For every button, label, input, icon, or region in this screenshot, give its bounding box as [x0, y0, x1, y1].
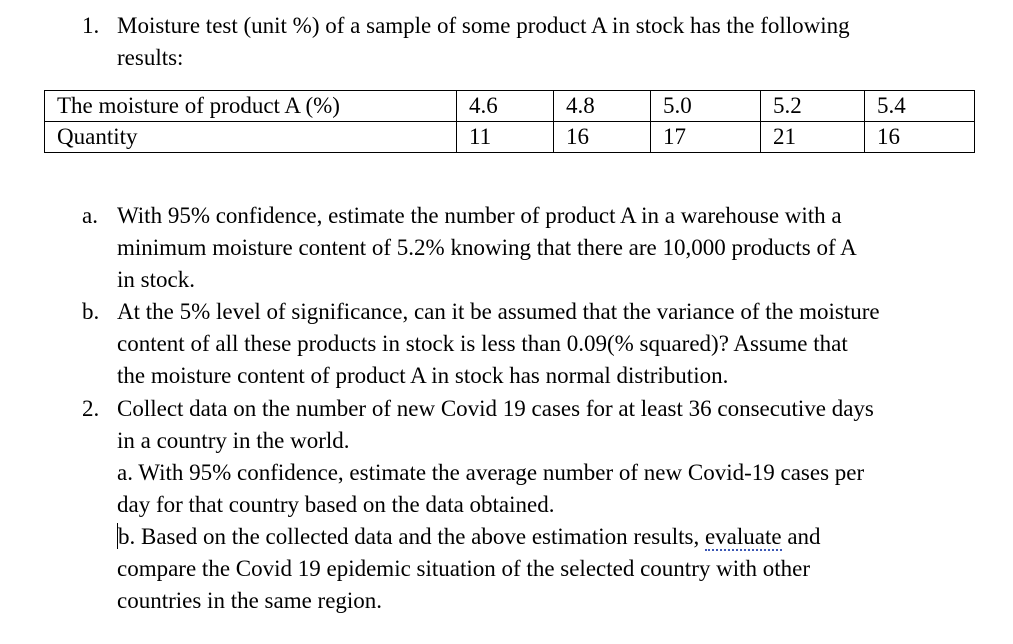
spellcheck-underlined-word[interactable]: evaluate	[704, 524, 782, 549]
question-2-line-2: in a country in the world.	[117, 428, 350, 453]
table-cell: 4.8	[554, 91, 651, 122]
question-1a-line-1: With 95% confidence, estimate the number of product A in a warehouse with a	[117, 203, 842, 228]
question-2-number: 2.	[82, 396, 100, 421]
question-2b-line-2: compare the Covid 19 epidemic situation of the selected country with other	[117, 556, 810, 581]
question-1b-letter: b.	[82, 299, 100, 324]
table-cell: 4.6	[457, 91, 554, 122]
table-cell: 16	[865, 122, 975, 153]
question-2b-line-3: countries in the same region.	[117, 588, 383, 613]
question-2a-line-2: day for that country based on the data obtained.	[117, 492, 555, 517]
table-cell: 5.2	[761, 91, 865, 122]
question-2-line-1: Collect data on the number of new Covid 19 cases for at least 36 consecutive days	[117, 396, 874, 421]
question-2b-line-1	[117, 521, 821, 553]
question-1b-line-3: the moisture content of product A in stock has normal distribution.	[117, 363, 729, 388]
table-cell: 5.0	[651, 91, 761, 122]
table-cell: 17	[651, 122, 761, 153]
table-cell: 5.4	[865, 91, 975, 122]
table-row-label-moisture: The moisture of product A (%)	[45, 91, 457, 122]
question-1-text-line-1: Moisture test (unit %) of a sample of some product A in stock has the following	[117, 13, 850, 38]
table-cell: 21	[761, 122, 865, 153]
question-1b-line-2: content of all these products in stock is less than 0.09(% squared)? Assume that	[117, 331, 848, 356]
table-row	[45, 122, 975, 153]
table-row-label-quantity: Quantity	[45, 122, 457, 153]
question-1a-line-3: in stock.	[117, 267, 195, 292]
question-1-number: 1.	[82, 13, 100, 38]
question-1a-letter: a.	[82, 203, 98, 228]
table-cell: 16	[554, 122, 651, 153]
question-1a-line-2: minimum moisture content of 5.2% knowing that there are 10,000 products of A	[117, 235, 857, 260]
question-2b-start: b. Based on the collected data and the above estimation results,	[118, 524, 705, 549]
table-cell: 11	[457, 122, 554, 153]
question-1b-line-1: At the 5% level of significance, can it be assumed that the variance of the moisture	[117, 299, 880, 324]
question-2b-end: and	[781, 524, 821, 549]
table-row	[45, 91, 975, 122]
question-2a-line-1: a. With 95% confidence, estimate the average number of new Covid-19 cases per	[117, 460, 865, 485]
question-1-text-line-2: results:	[117, 45, 184, 70]
moisture-table	[44, 90, 975, 153]
